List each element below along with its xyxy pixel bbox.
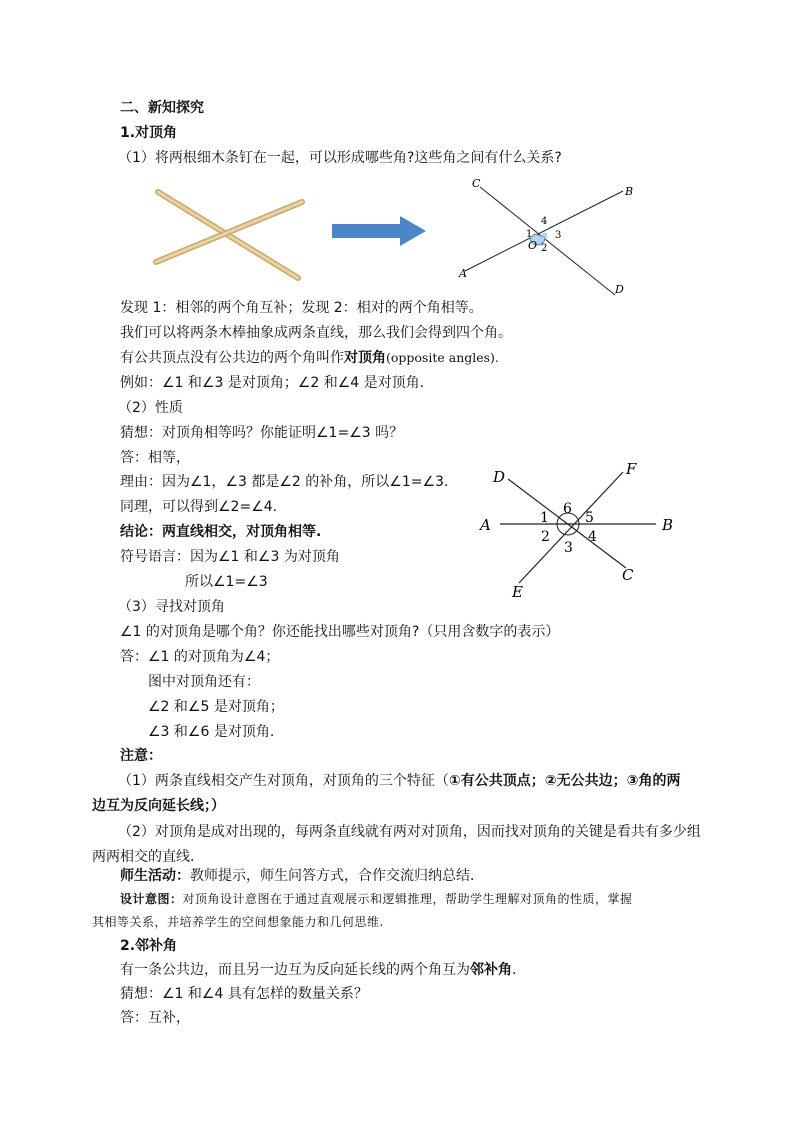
find-answer: 答：∠1 的对顶角为∠4； <box>120 649 280 665</box>
property-heading: （2）性质 <box>118 400 183 416</box>
angle-label-3: 3 <box>555 230 562 241</box>
design-body: 对顶角设计意图在于通过直观展示和逻辑推理，帮助学生理解对顶角的性质，掌握 <box>182 892 633 906</box>
find-answer-b: 图中对顶角还有： <box>148 674 260 690</box>
activity-body: 教师提示，师生问答方式，合作交流归纳总结． <box>190 868 484 884</box>
find-answer-c: ∠2 和∠5 是对顶角； <box>148 699 284 715</box>
adjacent-def-text: 有一条公共边，而且另一边互为反向延长线的两个角互为 <box>120 962 470 978</box>
symbol-language-2: 所以∠1=∠3 <box>185 574 268 590</box>
adjacent-def-end: . <box>512 962 517 978</box>
definition-vertical-angles <box>120 348 499 368</box>
reason-text: 理由：因为∠1，∠3 都是∠2 的补角，所以∠1=∠3. <box>120 474 449 490</box>
label-C2: C <box>622 566 634 584</box>
activity-label: 师生活动： <box>120 868 190 884</box>
activity-text <box>120 866 484 886</box>
angle-3: 3 <box>564 540 573 556</box>
adjacent-answer: 答：互补， <box>120 1010 190 1026</box>
note-label: 注意： <box>120 748 162 764</box>
angle-6: 6 <box>563 501 572 517</box>
adjacent-guess: 猜想：∠1 和∠4 具有怎样的数量关系？ <box>120 986 368 1002</box>
guess-text: 猜想：对顶角相等吗？你能证明∠1=∠3 吗？ <box>120 425 404 441</box>
answer-text: 答：相等， <box>120 450 190 466</box>
design-intent-cont: 其相等关系，并培养学生的空间想象能力和几何思维. <box>92 915 384 929</box>
note-1-text: （1）两条直线相交产生对顶角，对顶角的三个特征（ <box>118 773 449 789</box>
angle-label-1: 1 <box>526 229 533 240</box>
question-1: （1）将两根细木条钉在一起，可以形成哪些角?这些角之间有什么关系? <box>118 150 562 166</box>
adjacent-definition <box>120 960 516 980</box>
label-A: A <box>459 267 467 280</box>
wooden-sticks-figure <box>152 180 312 280</box>
abstraction-text: 我们可以将两条木棒抽象成两条直线，那么我们会得到四个角。 <box>120 325 512 341</box>
label-A2: A <box>480 516 491 534</box>
note-1-cont: 边互为反向延长线；） <box>92 798 225 814</box>
label-D: D <box>615 283 624 296</box>
find-question: ∠1 的对顶角是哪个角？你还能找出哪些对顶角?（只用含数字的表示） <box>120 624 560 640</box>
similarly-text: 同理，可以得到∠2=∠4. <box>120 499 278 515</box>
angle-label-2: 2 <box>541 243 548 254</box>
angle-4: 4 <box>588 529 597 545</box>
design-intent <box>120 889 633 909</box>
right-arrow-icon <box>332 212 432 252</box>
note-2: （2）对顶角是成对出现的，每两条直线就有两对对顶角，因而找对顶角的关键是看共有多少组 <box>118 824 701 840</box>
angle-label-4: 4 <box>541 216 548 227</box>
angle-1: 1 <box>540 510 549 526</box>
label-F: F <box>626 460 637 478</box>
design-label: 设计意图： <box>120 892 183 906</box>
label-D2: D <box>493 468 506 486</box>
note-1-features: ①有公共顶点；②无公共边；③角的两 <box>448 773 681 789</box>
three-lines-figure <box>478 462 688 602</box>
note-1 <box>118 771 680 791</box>
definition-english: (opposite angles). <box>386 350 499 365</box>
angle-2: 2 <box>541 529 550 545</box>
example-text: 例如：∠1 和∠3 是对顶角；∠2 和∠4 是对顶角. <box>120 375 425 391</box>
adjacent-term: 邻补角 <box>470 962 512 978</box>
label-O: O <box>528 239 538 252</box>
angle-5: 5 <box>585 510 594 526</box>
definition-text: 有公共顶点没有公共边的两个角叫作 <box>120 350 344 366</box>
symbol-language-1: 符号语言：因为∠1 和∠3 为对顶角 <box>120 549 340 565</box>
find-heading: （3）寻找对顶角 <box>118 599 225 615</box>
finding-text: 发现 1：相邻的两个角互补；发现 2：相对的两个角相等。 <box>120 300 483 316</box>
label-E: E <box>512 583 523 601</box>
label-B2: B <box>662 516 674 534</box>
heading-vertical-angles: 1.对顶角 <box>120 125 178 141</box>
heading-adjacent-angles: 2.邻补角 <box>120 938 178 954</box>
find-answer-d: ∠3 和∠6 是对顶角. <box>148 724 275 740</box>
definition-term: 对顶角 <box>344 350 386 366</box>
label-B: B <box>625 185 634 198</box>
label-C: C <box>472 177 481 190</box>
intersecting-lines-figure <box>455 175 635 300</box>
conclusion-text: 结论：两直线相交，对顶角相等. <box>120 524 322 540</box>
note-2-cont: 两两相交的直线. <box>92 849 195 865</box>
section-title: 二、新知探究 <box>120 100 204 116</box>
